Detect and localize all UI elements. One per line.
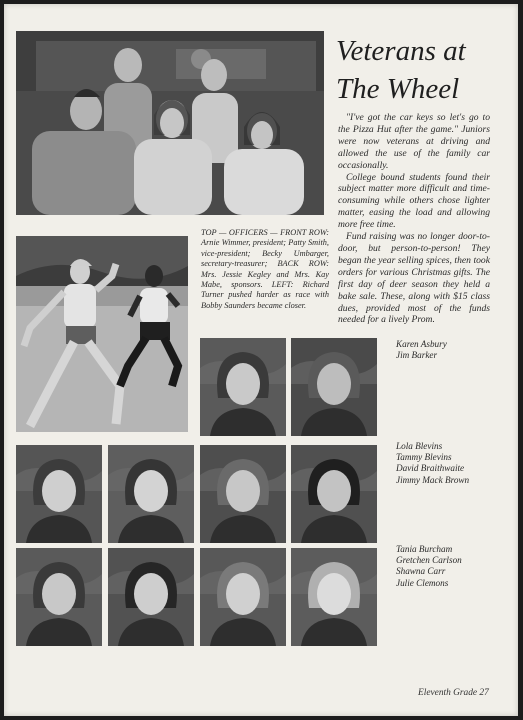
student-portrait (108, 445, 194, 543)
student-portrait (16, 548, 102, 646)
student-portrait (291, 445, 377, 543)
race-photo (16, 236, 188, 432)
student-portrait (200, 338, 286, 436)
names-group-3 (396, 544, 462, 589)
student-name: Shawna Carr (396, 566, 446, 577)
headline-line-2: The Wheel (336, 73, 460, 105)
names-group-1 (396, 339, 447, 361)
officers-group-photo (16, 31, 324, 215)
page-footer: Eleventh Grade 27 (418, 688, 489, 698)
names-group-2 (396, 441, 469, 486)
article-body (338, 112, 490, 326)
student-portrait (16, 445, 102, 543)
headline-line-1: Veterans at (336, 35, 466, 67)
student-portrait (200, 548, 286, 646)
student-name: Jim Barker (396, 350, 438, 361)
body-paragraph: College bound students found their subject matter more difficult and time-consuming while others chose lighter matter, easing the load and allowing more free time. (338, 171, 490, 231)
photo-caption: TOP — OFFICERS — FRONT ROW: Arnie Wimmer, president; Patty Smith, vice-president; Becky Umbarger, secretary-treasurer; BACK ROW: Mrs. Jessie Kegley and Mrs. Kay Mabe, sponsors. LEFT: Richard Turner pushed harder as race with Bobby Saunders became closer. (201, 228, 329, 310)
body-paragraph: "I've got the car keys so let's go to the Pizza Hut after the game." Juniors were now veterans at driving and allowed the use of the family car occasionally. (338, 112, 490, 171)
student-name: Julie Clemons (396, 577, 449, 588)
student-name: Gretchen Carlson (396, 555, 462, 566)
student-name: Jimmy Mack Brown (396, 474, 470, 485)
student-name: Tammy Blevins (396, 452, 452, 463)
student-portrait (291, 548, 377, 646)
student-name: David Braithwaite (396, 463, 465, 474)
student-portrait (108, 548, 194, 646)
body-paragraph: Fund raising was no longer door-to-door, but person-to-person! They began the year selling spices, then took orders for various Christmas gifts. The first day of deer season they held a bake sale. These, along with $15 class dues, provided most of the funds needed for a lively Prom. (338, 231, 490, 326)
student-name: Tania Burcham (396, 544, 453, 554)
student-name: Lola Blevins (396, 441, 443, 451)
page-headline (336, 32, 516, 108)
student-portrait (200, 445, 286, 543)
yearbook-page (4, 4, 518, 716)
student-name: Karen Asbury (396, 339, 447, 349)
student-portrait (291, 338, 377, 436)
